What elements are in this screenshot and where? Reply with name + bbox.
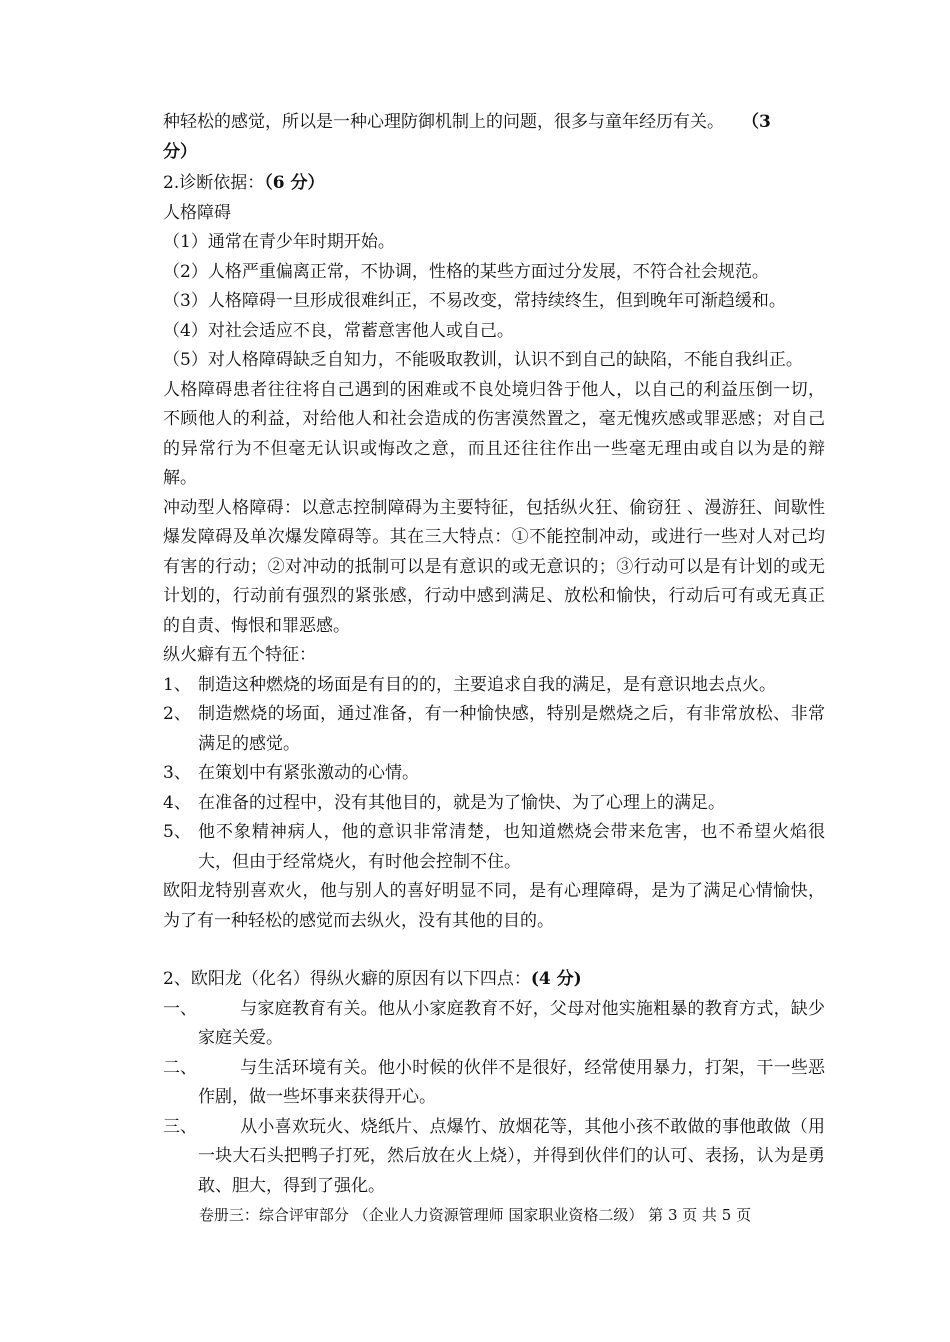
list-number: 2、 <box>163 704 191 724</box>
list-item: （5）对人格障碍缺乏自知力，不能吸取教训，认识不到自己的缺陷，不能自我纠正。 <box>163 350 803 370</box>
list-text: 在准备的过程中，没有其他目的，就是为了愉快、为了心理上的满足。 <box>198 792 725 813</box>
list-text: 与家庭教育有关。他从小家庭教育不好，父母对他实施粗暴的教育方式，缺少家庭关爱。 <box>198 998 825 1048</box>
list-number: 一、 <box>163 998 197 1019</box>
list-item <box>163 1054 825 1113</box>
list-text: 他不象精神病人，他的意识非常清楚，也知道燃烧会带来危害，也不希望火焰很大，但由于经常烧火，有时他会控制不住。 <box>198 822 825 872</box>
page-footer: 卷册三：综合评审部分 （企业人力资源管理师 国家职业资格二级） 第 3 页 共 5 页 <box>198 1206 752 1224</box>
section-title: 2、欧阳龙（化名）得纵火癖的原因有以下四点： <box>163 969 531 989</box>
list-item <box>163 700 825 759</box>
list-text: 从小喜欢玩火、烧纸片、点爆竹、放烟花等，其他小孩不敢做的事他敢做（用一块大石头把鸭子打死，然后放在火上烧），并得到伙伴们的认可、表扬，认为是勇敢、胆大，得到了强化。 <box>198 1116 825 1196</box>
section-heading-diagnosis <box>163 169 825 199</box>
page-content <box>163 108 825 1201</box>
paragraph-continuation <box>163 108 825 138</box>
list-number: 二、 <box>163 1057 197 1078</box>
paragraph-personality-disorder: 人格障碍患者往往将自己遇到的困难或不良处境归咎于他人，以自己的利益压倒一切，不顾他人的利益，对给他人和社会造成的伤害漠然置之，毫无愧疚感或罪恶感；对自己的异常行为不但毫无认识或悔改之意，而且还往往作出一些毫无理由或自以为是的辩解。 <box>163 379 825 488</box>
list-item <box>163 1113 825 1202</box>
list-text: 与生活环境有关。他小时候的伙伴不是很好，经常使用暴力，打架，干一些恶作剧，做一些坏事来获得开心。 <box>198 1057 825 1107</box>
list-number: 三、 <box>163 1116 197 1137</box>
paragraph-impulse-disorder: 冲动型人格障碍：以意志控制障碍为主要特征，包括纵火狂、偷窃狂 、漫游狂、间歇性爆发障碍及单次爆发障碍等。其在三大特点：①不能控制冲动，或进行一些对人对己均有害的行动；②对冲动的抵制可以是有意识的或无意识的；③行动可以是有计划的或无计划的，行动前有强烈的紧张感，行动中感到满足、放松和愉快，行动后可有或无真正的自责、悔恨和罪恶感。 <box>163 497 825 636</box>
list-item: （1）通常在青少年时期开始。 <box>163 232 395 252</box>
list-number: 3、 <box>163 763 191 783</box>
list-item <box>163 759 825 789</box>
section-heading-causes <box>163 965 825 995</box>
list-item <box>163 818 825 877</box>
list-number: 5、 <box>163 822 191 842</box>
list-item <box>163 789 825 819</box>
list-item: （2）人格严重偏离正常，不协调，性格的某些方面过分发展，不符合社会规范。 <box>163 261 769 282</box>
list-text: 在策划中有紧张激动的心情。 <box>198 763 419 783</box>
list-item <box>163 995 825 1054</box>
section-title: 2.诊断依据： <box>163 173 265 193</box>
list-item: （4）对社会适应不良，常蓄意害他人或自己。 <box>163 320 514 341</box>
score-label: （3 <box>742 112 771 132</box>
list-text: 制造燃烧的场面，通过准备，有一种愉快感，特别是燃烧之后，有非常放松、非常满足的感觉。 <box>198 704 825 754</box>
score-label-continued: 分） <box>163 141 197 162</box>
blank-line <box>163 936 825 965</box>
paragraph-text: 种轻松的感觉，所以是一种心理防御机制上的问题，很多与童年经历有关。 <box>163 112 724 132</box>
list-item: （3）人格障碍一旦形成很难纠正，不易改变，常持续终生，但到晚年可渐趋缓和。 <box>163 291 786 311</box>
subheading-pyromania: 纵火癖有五个特征： <box>163 645 316 665</box>
section-score: （6 分） <box>264 173 325 193</box>
list-item <box>163 671 825 701</box>
subheading-personality-disorder: 人格障碍 <box>163 202 231 223</box>
list-text: 制造这种燃烧的场面是有目的的，主要追求自我的满足，是有意识地去点火。 <box>198 674 776 695</box>
list-number: 1、 <box>163 674 191 695</box>
paragraph-conclusion: 欧阳龙特别喜欢火，他与别人的喜好明显不同，是有心理障碍，是为了满足心情愉快，为了有一种轻松的感觉而去纵火，没有其他的目的。 <box>163 881 825 931</box>
section-score: (4 分) <box>530 969 582 989</box>
list-number: 4、 <box>163 792 191 813</box>
